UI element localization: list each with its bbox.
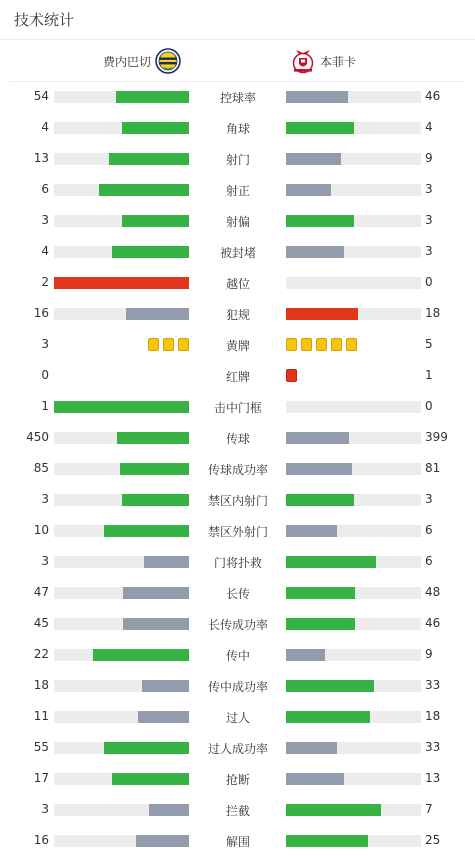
stat-row [0, 236, 475, 267]
home-bar-track [54, 773, 189, 785]
yellow-card-icon [301, 338, 312, 351]
stat-row [0, 484, 475, 515]
stat-label: 黄牌 [225, 339, 250, 353]
away-bar-fill [286, 525, 337, 537]
stat-label: 角球 [225, 122, 250, 136]
home-value: 450 [26, 430, 49, 444]
home-value: 10 [33, 523, 49, 537]
away-bar-track [286, 649, 421, 661]
home-bar-fill [99, 184, 189, 196]
yellow-card-icon [346, 338, 357, 351]
home-bar-fill [104, 742, 189, 754]
away-bar-fill [286, 122, 354, 134]
home-bar-fill [122, 215, 190, 227]
away-bar-fill [286, 308, 358, 320]
home-bar-fill [142, 680, 189, 692]
away-value: 81 [425, 461, 441, 475]
stat-row [0, 670, 475, 701]
away-bar-track [286, 246, 421, 258]
home-value: 3 [41, 554, 49, 568]
home-value: 17 [33, 771, 49, 785]
away-bar-track [286, 587, 421, 599]
away-bar-track [286, 742, 421, 754]
stat-row [0, 391, 475, 422]
header [0, 0, 475, 40]
stat-label: 射正 [225, 184, 250, 198]
home-value: 3 [41, 213, 49, 227]
home-value: 16 [33, 833, 49, 847]
away-bar-track [286, 680, 421, 692]
away-value: 0 [425, 399, 433, 413]
home-bar-fill [144, 556, 189, 568]
away-bar-track [286, 525, 421, 537]
home-bar-fill [120, 463, 189, 475]
home-bar-fill [54, 277, 189, 289]
stat-row [0, 515, 475, 546]
stat-row [0, 298, 475, 329]
away-bar-fill [286, 835, 368, 847]
away-value: 33 [425, 740, 441, 754]
away-value: 1 [425, 368, 433, 382]
home-value: 11 [33, 709, 49, 723]
stat-row [0, 825, 475, 856]
away-bar-track [286, 463, 421, 475]
away-bar-fill [286, 711, 370, 723]
home-value: 54 [33, 89, 49, 103]
home-bar-fill [112, 246, 189, 258]
home-bar-track [54, 463, 189, 475]
stat-row [0, 546, 475, 577]
stat-row [0, 763, 475, 794]
away-value: 33 [425, 678, 441, 692]
home-bar-track [54, 649, 189, 661]
stat-label: 传球 [225, 432, 250, 446]
stat-label: 拦截 [225, 804, 250, 818]
stat-row [0, 112, 475, 143]
home-bar-track [54, 308, 189, 320]
home-value: 47 [33, 585, 49, 599]
stat-label: 抢断 [225, 773, 250, 787]
yellow-card-icon [178, 338, 189, 351]
away-bar-fill [286, 773, 344, 785]
stat-label: 射偏 [225, 215, 250, 229]
home-value: 1 [41, 399, 49, 413]
home-bar-track [54, 91, 189, 103]
away-bar-track [286, 494, 421, 506]
away-bar-track [286, 711, 421, 723]
stat-row [0, 81, 475, 112]
home-value: 16 [33, 306, 49, 320]
home-bar-track [54, 556, 189, 568]
home-bar-track [54, 711, 189, 723]
home-bar-track [54, 401, 189, 413]
home-value: 22 [33, 647, 49, 661]
home-bar-fill [109, 153, 189, 165]
red-card-icon [286, 369, 297, 382]
stat-label: 越位 [225, 277, 250, 291]
stat-label: 红牌 [225, 370, 250, 384]
yellow-card-icon [331, 338, 342, 351]
home-bar-fill [122, 494, 190, 506]
home-value: 6 [41, 182, 49, 196]
stat-row [0, 174, 475, 205]
away-value: 46 [425, 616, 441, 630]
home-value: 4 [41, 120, 49, 134]
home-bar-fill [123, 587, 189, 599]
stat-row [0, 701, 475, 732]
away-value: 13 [425, 771, 441, 785]
home-bar-track [54, 804, 189, 816]
home-bar-track [54, 153, 189, 165]
yellow-card-icon [148, 338, 159, 351]
home-bar-track [54, 184, 189, 196]
away-bar-track [286, 184, 421, 196]
away-bar-track [286, 432, 421, 444]
stat-label: 禁区内射门 [207, 494, 268, 508]
away-value: 46 [425, 89, 441, 103]
stat-row [0, 422, 475, 453]
away-value: 3 [425, 492, 433, 506]
away-bar-track [286, 804, 421, 816]
stat-row [0, 267, 475, 298]
away-bar-fill [286, 153, 341, 165]
home-value: 3 [41, 802, 49, 816]
away-bar-fill [286, 680, 374, 692]
stats-list [0, 81, 475, 856]
yellow-card-icon [316, 338, 327, 351]
stat-row [0, 143, 475, 174]
stat-label: 过人 [225, 711, 250, 725]
home-bar-fill [116, 91, 189, 103]
away-value: 25 [425, 833, 441, 847]
away-bar-fill [286, 649, 325, 661]
stat-row [0, 794, 475, 825]
away-value: 0 [425, 275, 433, 289]
away-bar-fill [286, 463, 352, 475]
home-bar-fill [126, 308, 189, 320]
home-bar-track [54, 246, 189, 258]
home-value: 18 [33, 678, 49, 692]
stat-row [0, 608, 475, 639]
home-value: 45 [33, 616, 49, 630]
away-value: 9 [425, 647, 433, 661]
away-bar-track [286, 91, 421, 103]
stat-label: 过人成功率 [207, 742, 268, 756]
home-value: 85 [33, 461, 49, 475]
away-value: 48 [425, 585, 441, 599]
away-bar-track [286, 618, 421, 630]
away-bar-fill [286, 246, 344, 258]
away-bar-fill [286, 215, 354, 227]
stat-label: 击中门框 [213, 401, 262, 415]
stat-row [0, 732, 475, 763]
home-bar-track [54, 618, 189, 630]
home-value: 3 [41, 337, 49, 351]
away-value: 6 [425, 523, 433, 537]
home-value: 3 [41, 492, 49, 506]
away-value: 18 [425, 306, 441, 320]
away-bar-track [286, 153, 421, 165]
home-bar-fill [149, 804, 190, 816]
home-team[interactable] [103, 40, 181, 82]
away-bar-track [286, 122, 421, 134]
away-cards [286, 369, 297, 382]
stat-row [0, 453, 475, 484]
home-bar-track [54, 215, 189, 227]
home-bar-fill [138, 711, 189, 723]
away-bar-track [286, 277, 421, 289]
page-title: 技术统计 [14, 11, 75, 29]
away-value: 4 [425, 120, 433, 134]
home-bar-fill [54, 401, 189, 413]
stat-label: 禁区外射门 [207, 525, 268, 539]
stat-row [0, 639, 475, 670]
teams-header [10, 40, 465, 82]
away-value: 6 [425, 554, 433, 568]
home-value: 4 [41, 244, 49, 258]
home-value: 0 [41, 368, 49, 382]
home-bar-fill [123, 618, 189, 630]
home-value: 13 [33, 151, 49, 165]
home-bar-track [54, 432, 189, 444]
home-bar-track [54, 680, 189, 692]
stat-label: 犯规 [225, 308, 250, 322]
home-bar-track [54, 494, 189, 506]
away-team-name: 本菲卡 [320, 54, 357, 69]
away-bar-track [286, 773, 421, 785]
home-bar-track [54, 835, 189, 847]
away-value: 399 [425, 430, 448, 444]
stat-row [0, 205, 475, 236]
away-value: 7 [425, 802, 433, 816]
away-value: 5 [425, 337, 433, 351]
stat-label: 解围 [225, 835, 250, 849]
away-bar-track [286, 401, 421, 413]
home-bar-fill [93, 649, 189, 661]
home-team-name: 费内巴切 [102, 54, 151, 69]
away-bar-track [286, 215, 421, 227]
stat-label: 传中 [225, 649, 250, 663]
away-bar-fill [286, 184, 331, 196]
stat-label: 传球成功率 [207, 463, 268, 477]
stat-label: 传中成功率 [207, 680, 268, 694]
away-bar-fill [286, 91, 348, 103]
stat-label: 控球率 [219, 91, 256, 105]
stat-label: 射门 [225, 153, 250, 167]
away-team[interactable] [290, 40, 356, 82]
yellow-card-icon [163, 338, 174, 351]
away-bar-fill [286, 618, 355, 630]
away-bar-track [286, 556, 421, 568]
home-bar-fill [117, 432, 189, 444]
home-bar-track [54, 122, 189, 134]
away-bar-fill [286, 742, 337, 754]
home-bar-track [54, 277, 189, 289]
away-value: 3 [425, 182, 433, 196]
home-bar-track [54, 525, 189, 537]
stat-row [0, 577, 475, 608]
benfica-crest-icon [290, 47, 316, 75]
away-bar-fill [286, 804, 381, 816]
home-bar-fill [122, 122, 190, 134]
home-cards [148, 338, 189, 351]
away-value: 3 [425, 244, 433, 258]
home-value: 2 [41, 275, 49, 289]
away-bar-fill [286, 494, 354, 506]
home-bar-fill [112, 773, 189, 785]
away-bar-track [286, 308, 421, 320]
away-cards [286, 338, 357, 351]
fenerbahce-crest-icon [155, 48, 181, 74]
away-bar-fill [286, 556, 376, 568]
away-bar-fill [286, 432, 349, 444]
home-bar-track [54, 742, 189, 754]
away-bar-track [286, 835, 421, 847]
yellow-card-icon [286, 338, 297, 351]
home-bar-fill [136, 835, 189, 847]
stat-label: 长传成功率 [207, 618, 268, 632]
away-value: 3 [425, 213, 433, 227]
stat-label: 门将扑救 [213, 556, 262, 570]
stat-row [0, 360, 475, 391]
home-value: 55 [33, 740, 49, 754]
home-bar-track [54, 587, 189, 599]
away-value: 18 [425, 709, 441, 723]
stat-row [0, 329, 475, 360]
away-bar-fill [286, 587, 355, 599]
stat-label: 长传 [225, 587, 250, 601]
stat-label: 被封堵 [219, 246, 256, 260]
home-bar-fill [104, 525, 189, 537]
away-value: 9 [425, 151, 433, 165]
